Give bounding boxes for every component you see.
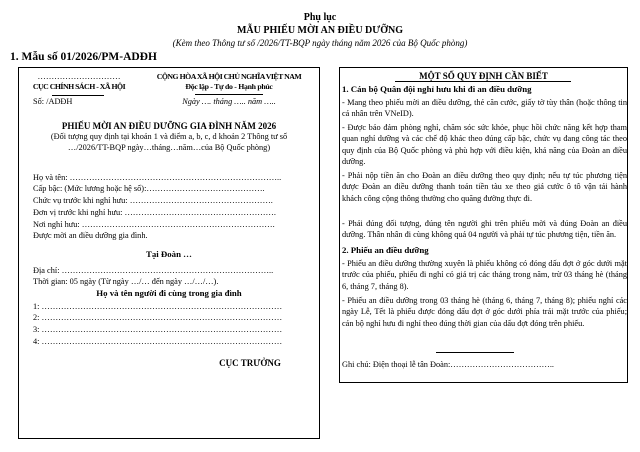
invitation-title: PHIẾU MỜI AN ĐIỀU DƯỠNG GIA ĐÌNH NĂM 2026	[61, 121, 277, 131]
motto-underline	[195, 94, 263, 95]
companion-line-1: 1: ……………………………………………………………………………	[33, 302, 283, 311]
document-number: Số: /ADĐH	[33, 97, 73, 106]
legal-basis-line2: …/2026/TT-BQP ngày…tháng…năm…của Bộ Quốc phòng)	[67, 143, 271, 152]
resort-name: Tại Đoàn …	[146, 249, 192, 259]
issue-date: Ngày …. tháng ….. năm …..	[182, 97, 276, 106]
companion-line-4: 4: ……………………………………………………………………………	[33, 337, 283, 346]
reception-phone-note: Ghi chú: Điện thoại lễ tân Đoàn:………………………………..	[342, 360, 555, 369]
field-full-name: Họ và tên: …………………………………………………………………..	[33, 173, 282, 182]
rule-eligibility: - Phải đúng đối tượng, đúng tên người ghi trên phiếu mời và đúng Đoàn an điều dưỡng. Thân nhân đi cùng không quá 04 người và phải tự túc phương tiện, tiền ăn.	[342, 219, 627, 240]
field-time: Thời gian: 05 ngày (Từ ngày …/… đến ngày …/…/…).	[33, 277, 219, 286]
rule-benefits: - Được bảo đảm phòng nghỉ, chăm sóc sức khỏe, phục hồi chức năng kết hợp tham quan nghỉ dưỡng và các chế độ khác theo đúng cấp bậc, chức vụ đang công tác theo quy định của Bộ Quốc phòng và phù hợp với điều kiện, khả năng của Đoàn an điều dưỡng.	[342, 123, 627, 167]
legal-basis-line1: (Đối tượng quy định tại khoản 1 và điểm a, b, c, d khoản 2 Thông tư số	[50, 132, 288, 141]
field-retirement-place: Nơi nghỉ hưu: …………………………………………………………….	[33, 220, 275, 229]
field-rank: Cấp bậc: (Mức lương hoặc hệ số):…………………………………….	[33, 184, 265, 193]
rule-regular-ticket: - Phiếu an điều dưỡng thường xuyên là phiếu không có đóng dấu đợt ở góc dưới mặt trước của phiếu, phiếu đi nghỉ có giá trị các tháng trong năm, trừ 03 tháng hè (tháng 6, tháng 7, tháng 8).	[342, 259, 627, 291]
document-title: MẪU PHIẾU MỜI AN ĐIỀU DƯỠNG	[236, 25, 403, 36]
field-unit: Đơn vị trước khi nghỉ hưu: ……………………………………………….	[33, 208, 276, 217]
field-position: Chức vụ trước khi nghỉ hưu: …………………………………………….	[33, 196, 273, 205]
issuing-unit-dots: …………………………	[37, 72, 121, 81]
signature-separator	[436, 352, 514, 353]
rule-summer-holiday-ticket: - Phiếu an điều dưỡng trong 03 tháng hè (tháng 6, tháng 7, tháng 8); phiếu nghỉ các ngày Lễ, Tết là phiếu được đóng dấu đợt ở góc dưới phía trái mặt trước của phiếu; cán bộ nghỉ hưu đi nghỉ theo đúng thời gian của dấu đợt đóng trên phiếu.	[342, 296, 627, 328]
national-motto: Độc lập - Tự do - Hạnh phúc	[185, 82, 273, 91]
companion-line-2: 2: ……………………………………………………………………………	[33, 313, 283, 322]
signer-title: CỤC TRƯỞNG	[219, 358, 281, 368]
companion-line-3: 3: ……………………………………………………………………………	[33, 325, 283, 334]
field-address: Địa chỉ: …………………………………………………………………..	[33, 266, 274, 275]
section-2-heading: 2. Phiếu an điều dưỡng	[342, 245, 429, 255]
rule-payment: - Phải nộp tiền ăn cho Đoàn an điều dưỡng theo quy định; nếu tự túc phương tiện được Đoàn an điều dưỡng thanh toán tiền tàu xe theo giá cước ô tô vận tải hành khách công cộng thông thường cho quãng đường thực đi.	[342, 171, 627, 203]
invitation-statement: Được mời an điều dưỡng gia đình.	[33, 231, 148, 240]
regulations-title-underline	[395, 81, 571, 82]
form-number: 1. Mẫu số 01/2026/PM-ADĐH	[10, 51, 157, 63]
agency-underline	[52, 95, 104, 96]
rule-documents: - Mang theo phiếu mời an điều dưỡng, thẻ căn cước, giấy tờ tùy thân (hoặc thông tin cá nhân trên VNeID).	[342, 98, 627, 119]
issuing-agency: CỤC CHÍNH SÁCH - XÃ HỘI	[32, 82, 126, 91]
appendix-label: Phụ lục	[303, 12, 337, 23]
companions-title: Họ và tên người đi cùng trong gia đình	[96, 288, 242, 298]
section-1-heading: 1. Cán bộ Quân đội nghỉ hưu khi đi an điều dưỡng	[342, 84, 532, 94]
republic-name: CỘNG HÒA XÃ HỘI CHỦ NGHĨA VIỆT NAM	[156, 72, 302, 81]
document-subtitle: (Kèm theo Thông tư số /2026/TT-BQP ngày tháng năm 2026 của Bộ Quốc phòng)	[172, 38, 468, 48]
regulations-title: MỘT SỐ QUY ĐỊNH CẦN BIẾT	[419, 71, 548, 81]
